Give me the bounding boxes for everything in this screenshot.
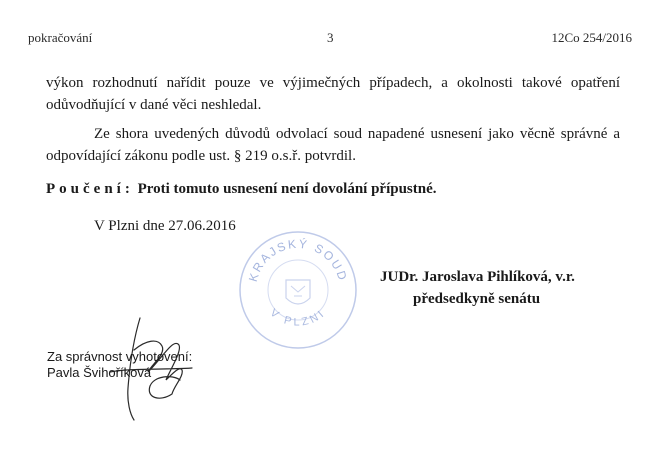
instruction-text: Proti tomuto usnesení není dovolání přípustné. xyxy=(137,181,437,197)
stamp-bottom-text: V PLZNI xyxy=(267,306,329,329)
verification-name: Pavla Švihoříková xyxy=(47,365,152,380)
svg-text:V PLZNI xyxy=(268,307,329,329)
paragraph-2 xyxy=(46,123,620,167)
place-and-date: V Plzni dne 27.06.2016 xyxy=(94,218,236,234)
page-number: 3 xyxy=(327,30,334,45)
verification-note xyxy=(47,349,192,381)
verification-label: Za správnost vyhotovení: xyxy=(47,349,193,364)
signer-role: předsedkyně senátu xyxy=(413,291,541,307)
court-stamp xyxy=(236,228,360,352)
paragraph-1-line-2: odůvodňující v dané věci neshledal. xyxy=(46,97,262,113)
signer-name: JUDr. Jaroslava Pihlíková, v.r. xyxy=(380,269,575,285)
paragraph-1 xyxy=(46,72,620,116)
paragraph-2-line-2: odpovídající zákonu podle ust. § 219 o.s.ř. potvrdil. xyxy=(46,148,356,164)
instruction-label: Poučení: xyxy=(46,181,134,197)
legal-instruction xyxy=(46,178,437,200)
case-number: 12Co 254/2016 xyxy=(551,30,632,45)
stamp-top-text: KRAJSKÝ SOUD xyxy=(245,236,351,284)
continuation-label: pokračování xyxy=(28,30,93,45)
paragraph-2-line-1: Ze shora uvedených důvodů odvolací soud napadené usnesení jako věcně správné a xyxy=(94,126,620,142)
paragraph-1-line-1: výkon rozhodnutí nařídit pouze ve výjimečných případech, a okolnosti takové opatření xyxy=(46,75,620,91)
signature-block xyxy=(380,266,575,310)
